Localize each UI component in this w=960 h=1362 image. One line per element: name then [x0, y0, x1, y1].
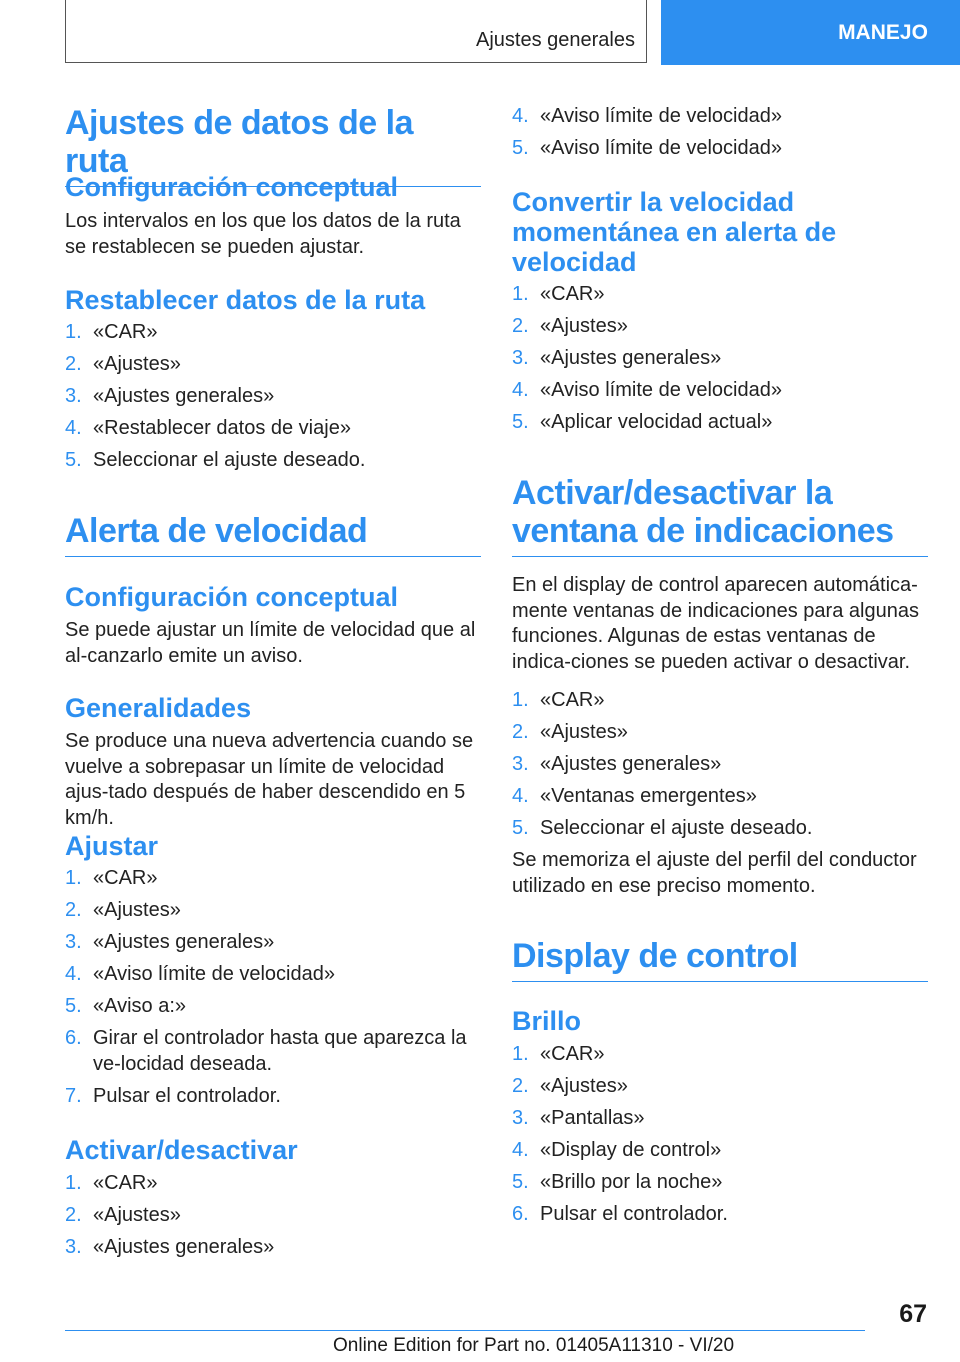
- list-item-number: 1.: [512, 1043, 529, 1065]
- list-item-number: 2.: [512, 721, 529, 743]
- list-item-text: «Brillo por la noche»: [540, 1171, 723, 1193]
- list-item-text: «Pantallas»: [540, 1107, 645, 1129]
- list-item-text: Seleccionar el ajuste deseado.: [93, 449, 366, 471]
- list-item: [65, 930, 481, 956]
- list-item-text: «CAR»: [540, 1043, 605, 1065]
- list-item-text: Seleccionar el ajuste deseado.: [540, 817, 813, 839]
- list-item: [65, 352, 481, 378]
- list-item-number: 3.: [512, 1107, 529, 1129]
- list-item: [512, 816, 928, 842]
- list-item: [512, 378, 928, 404]
- list-item-text: «Display de control»: [540, 1139, 722, 1161]
- heading-brightness: Brillo: [512, 1006, 582, 1036]
- list-item: [512, 752, 928, 778]
- heading-reset-route: Restablecer datos de la ruta: [65, 285, 426, 315]
- list-item-number: 5.: [512, 1171, 529, 1193]
- list-item-number: 1.: [512, 689, 529, 711]
- list-item: [512, 282, 928, 308]
- list-item-text: Pulsar el controlador.: [93, 1084, 281, 1107]
- list-item-number: 5.: [512, 411, 529, 433]
- list-item-number: 3.: [65, 385, 82, 407]
- list-item-number: 5.: [512, 137, 529, 159]
- list-item-number: 2.: [512, 1075, 529, 1097]
- paragraph-concept-route: Los intervalos en los que los datos de la ruta se restablecen se pueden ajustar.: [65, 210, 461, 258]
- list-brightness: [512, 1042, 928, 1234]
- list-item-text: «Ajustes generales»: [93, 1236, 275, 1258]
- list-info-windows: [512, 688, 928, 848]
- list-item: [512, 1074, 928, 1100]
- list-item: [512, 1170, 928, 1196]
- list-item: [512, 346, 928, 372]
- list-item: [65, 898, 481, 924]
- list-item: [512, 784, 928, 810]
- list-item-number: 7.: [65, 1084, 82, 1107]
- list-item-text: «Restablecer datos de viaje»: [93, 417, 351, 439]
- section-title-info-windows: Activar/desactivar la ventana de indicaciones: [512, 474, 928, 557]
- list-item-number: 1.: [65, 867, 82, 889]
- list-item: [65, 1171, 481, 1197]
- list-item: [512, 1138, 928, 1164]
- list-item: [65, 384, 481, 410]
- list-item-text: «Ventanas emergentes»: [540, 785, 757, 807]
- footer-divider: [65, 1330, 865, 1331]
- list-item-text: «Ajustes»: [540, 1075, 628, 1097]
- list-item: [512, 688, 928, 714]
- list-item: [65, 962, 481, 988]
- list-item: [65, 994, 481, 1020]
- list-item: [65, 416, 481, 442]
- section-title-speed-alert: Alerta de velocidad: [65, 512, 481, 557]
- list-item-number: 4.: [512, 105, 529, 127]
- list-item-text: «Ajustes generales»: [540, 753, 722, 775]
- list-item-number: 2.: [65, 1204, 82, 1226]
- list-item-number: 4.: [65, 417, 82, 439]
- list-item: [512, 314, 928, 340]
- list-item-text: «Ajustes generales»: [93, 385, 275, 407]
- list-item-text: «CAR»: [540, 689, 605, 711]
- list-item-text: «CAR»: [93, 321, 158, 343]
- list-item-number: 2.: [65, 899, 82, 921]
- list-adjust: [65, 866, 481, 1116]
- list-item-number: 5.: [512, 817, 529, 839]
- list-item-text: «CAR»: [93, 1172, 158, 1194]
- list-item: [65, 1026, 481, 1077]
- heading-concept-route: Configuración conceptual: [65, 172, 399, 202]
- page-number: 67: [899, 1300, 927, 1328]
- header-chapter-tab: [661, 0, 960, 65]
- list-item-number: 4.: [512, 379, 529, 401]
- list-item-text: «Aviso límite de velocidad»: [540, 105, 782, 127]
- list-item: [65, 1203, 481, 1229]
- list-item: [512, 1106, 928, 1132]
- list-item-text: «Ajustes»: [93, 1204, 181, 1226]
- list-item: [512, 720, 928, 746]
- list-item-number: 3.: [512, 753, 529, 775]
- list-item-text: «Ajustes»: [540, 315, 628, 337]
- list-item-number: 3.: [65, 931, 82, 953]
- list-item-number: 1.: [512, 283, 529, 305]
- list-item-number: 1.: [65, 1172, 82, 1194]
- list-item: [65, 1235, 481, 1261]
- footer-edition: Online Edition for Part no. 01405A11310 - VI/20: [333, 1335, 735, 1356]
- list-item: [65, 320, 481, 346]
- list-item-text: «CAR»: [93, 867, 158, 889]
- list-item-text: «Ajustes»: [93, 353, 181, 375]
- list-item-text: «Aviso a:»: [93, 995, 187, 1017]
- list-item-number: 4.: [512, 785, 529, 807]
- section-title-route-data: Ajustes de datos de la ruta: [65, 104, 481, 187]
- list-item-text: «Aplicar velocidad actual»: [540, 411, 773, 433]
- header-section-title: Ajustes generales: [476, 29, 635, 51]
- paragraph-general: Se produce una nueva advertencia cuando se vuelve a sobrepasar un límite de velocidad ajus-tado después de haber descendido en 5 km/h.: [65, 730, 474, 829]
- list-item-number: 6.: [65, 1027, 82, 1049]
- list-item: [65, 1084, 481, 1110]
- list-item-number: 3.: [512, 347, 529, 369]
- list-item-text: Pulsar el controlador.: [540, 1203, 728, 1225]
- list-item: [65, 448, 481, 474]
- heading-adjust: Ajustar: [65, 831, 159, 861]
- list-item: [65, 866, 481, 892]
- list-item: [512, 1042, 928, 1068]
- list-item: [512, 1202, 928, 1228]
- header-chapter-label: MANEJO: [838, 20, 928, 44]
- list-item-number: 5.: [65, 995, 82, 1017]
- list-item-number: 4.: [65, 963, 82, 985]
- list-convert-speed: [512, 282, 928, 442]
- list-reset-route: [65, 320, 481, 480]
- list-toggle: [65, 1171, 481, 1267]
- paragraph-profile-note: Se memoriza el ajuste del perfil del conductor utilizado en ese preciso momento.: [512, 849, 917, 897]
- paragraph-info-windows: En el display de control aparecen automática-mente ventanas de indicaciones para algunas funciones. Algunas de estas ventanas de indica-ciones se pueden activar o desactivar.: [512, 574, 919, 673]
- list-item-number: 5.: [65, 449, 82, 471]
- list-item-text: «Aviso límite de velocidad»: [540, 137, 782, 159]
- paragraph-concept-speed: Se puede ajustar un límite de velocidad que al al-canzarlo emite un aviso.: [65, 619, 476, 667]
- list-item-text: «Aviso límite de velocidad»: [540, 379, 782, 401]
- list-item-text: «Ajustes»: [540, 721, 628, 743]
- list-item-text: «CAR»: [540, 283, 605, 305]
- list-item: [512, 410, 928, 436]
- heading-convert-speed: Convertir la velocidad momentánea en alerta de velocidad: [512, 187, 837, 277]
- list-item-text: «Ajustes generales»: [540, 347, 722, 369]
- list-item-text: «Ajustes generales»: [93, 931, 275, 953]
- heading-general: Generalidades: [65, 693, 252, 723]
- list-item-text: Girar el controlador hasta que aparezca la ve-locidad deseada.: [93, 1027, 467, 1075]
- list-item-number: 3.: [65, 1236, 82, 1258]
- heading-toggle: Activar/desactivar: [65, 1135, 298, 1165]
- list-toggle-continued: [512, 104, 928, 168]
- list-item-number: 2.: [65, 353, 82, 375]
- section-title-control-display: Display de control: [512, 937, 928, 982]
- list-item-text: «Ajustes»: [93, 899, 181, 921]
- list-item-number: 4.: [512, 1139, 529, 1161]
- list-item: [512, 136, 928, 162]
- list-item-text: «Aviso límite de velocidad»: [93, 963, 335, 985]
- list-item-number: 1.: [65, 321, 82, 343]
- list-item-number: 6.: [512, 1203, 529, 1225]
- list-item-number: 2.: [512, 315, 529, 337]
- heading-concept-speed: Configuración conceptual: [65, 582, 399, 612]
- list-item: [512, 104, 928, 130]
